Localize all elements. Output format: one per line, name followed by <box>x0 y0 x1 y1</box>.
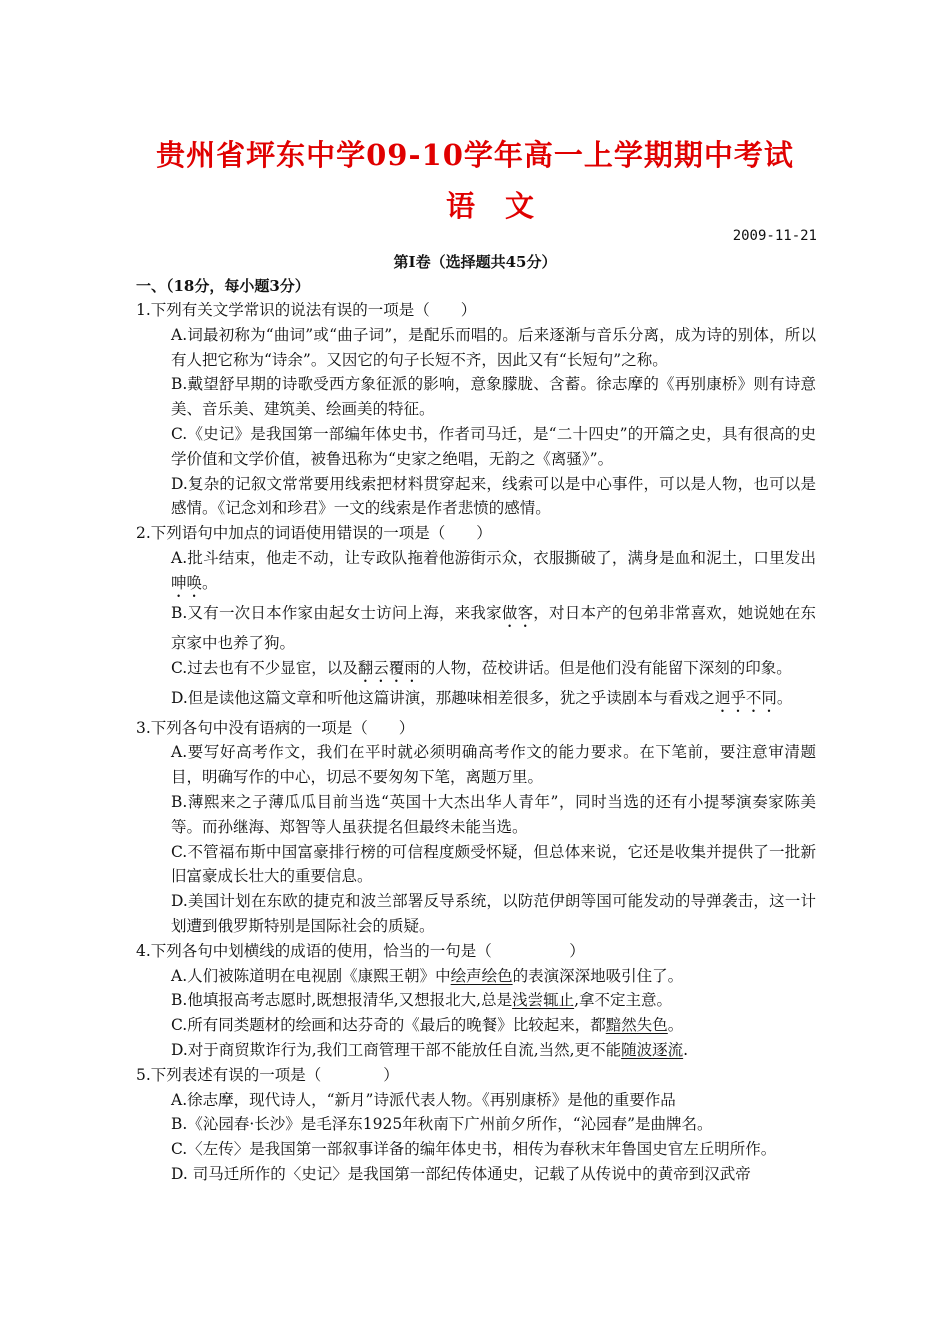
underlined-idiom: 绘声绘色 <box>450 966 513 985</box>
question-2-stem: 2.下列语句中加点的词语使用错误的一项是（ ） <box>136 524 492 543</box>
question-4-option-c <box>171 1013 816 1038</box>
question-1-option-a: A.词最初称为“曲词”或“曲子词”，是配乐而唱的。后来逐渐与音乐分离，成为诗的别体，所以有人把它称为“诗余”。又因它的句子长短不齐，因此又有“长短句”之称。 <box>171 325 816 369</box>
question-5-option-a: A.徐志摩，现代诗人，“新月”诗派代表人物。《再别康桥》是他的重要作品 <box>171 1090 676 1109</box>
question-3-option-a: A.要写好高考作文，我们在平时就必须明确高考作文的能力要求。在下笔前，要注意审清题目，明确写作的中心，切忌不要匆匆下笔，离题万里。 <box>171 743 816 787</box>
option-text: ，对日本产的包弟非常喜欢，她说她在东京家中也养了狗。 <box>171 603 816 652</box>
dotted-word: 翻云覆雨 <box>357 658 420 677</box>
underlined-idiom: 黯然失色 <box>605 1016 668 1035</box>
question-1-option-d: D.复杂的记叙文常常要用线索把材料贯穿起来，线索可以是中心事件，可以是人物，也可以是感情。《记念刘和珍君》一文的线索是作者悲愤的感情。 <box>171 474 816 518</box>
underlined-idiom: 浅尝辄止 <box>512 991 575 1010</box>
question-1-stem: 1.下列有关文学常识的说法有误的一项是（ ） <box>136 301 477 319</box>
option-text: C.过去也有不少显宦，以及 <box>171 658 358 677</box>
question-5-option-b: B.《沁园春·长沙》是毛泽东1925年秋南下广州前夕所作，“沁园春”是曲牌名。 <box>171 1115 713 1134</box>
option-text: 。 <box>202 573 218 592</box>
option-text: D.对于商贸欺诈行为,我们工商管理干部不能放任自流,当然,更不能 <box>171 1040 622 1059</box>
question-2-option-c <box>171 656 816 686</box>
question-4-option-d <box>171 1038 816 1063</box>
option-text: B.他填报高考志愿时,既想报清华,又想报北大,总是 <box>171 991 513 1010</box>
underlined-idiom: 随波逐流 <box>621 1040 684 1059</box>
question-4-stem: 4.下列各句中划横线的成语的使用，恰当的一句是（ ） <box>136 941 585 960</box>
option-text: 。 <box>667 1016 684 1035</box>
question-3-option-d: D.美国计划在东欧的捷克和波兰部署反导系统，以防范伊朗等国可能发动的导弹袭击，这一计划遭到俄罗斯特别是国际社会的质疑。 <box>171 892 816 935</box>
exam-subject: 语文 <box>445 189 564 223</box>
question-2-option-d <box>171 686 816 716</box>
question-3-option-b: B.薄熙来之子薄瓜瓜目前当选“英国十大杰出华人青年”，同时当选的还有小提琴演奏家陈美等。而孙继海、郑智等人虽获提名但最终未能当选。 <box>171 792 816 836</box>
dotted-word: 呻唤 <box>171 573 203 592</box>
question-1-option-b: B.戴望舒早期的诗歌受西方象征派的影响，意象朦胧、含蓄。徐志摩的《再别康桥》则有诗意美、音乐美、建筑美、绘画美的特征。 <box>171 375 816 419</box>
question-5-option-c: C.〈左传〉是我国第一部叙事详备的编年体史书，相传为春秋末年鲁国史官左丘明所作。 <box>171 1140 777 1159</box>
option-text: 的表演深深地吸引住了。 <box>512 966 684 985</box>
exam-title: 贵州省坪东中学09-10学年高一上学期期中考试 <box>156 138 794 172</box>
question-2-option-b <box>171 601 816 656</box>
option-text: 。 <box>776 688 793 707</box>
question-3-stem: 3.下列各句中没有语病的一项是（ ） <box>136 718 415 737</box>
question-5-stem: 5.下列表述有误的一项是（ ） <box>136 1065 399 1084</box>
option-text: B.又有一次日本作家由起女士访问上海，来我家 <box>171 603 502 622</box>
question-4-option-b <box>171 988 816 1013</box>
option-text: ,拿不定主意。 <box>574 991 673 1010</box>
question-5-option-d: D. 司马迁所作的〈史记〉是我国第一部纪传体通史，记载了从传说中的黄帝到汉武帝 <box>171 1164 751 1183</box>
option-text: A.批斗结束，他走不动，让专政队拖着他游街示众，衣服撕破了，满身是血和泥土，口里发出 <box>171 548 816 567</box>
option-text: 的人物，莅校讲话。但是他们没有能留下深刻的印象。 <box>419 658 792 677</box>
question-4-option-a <box>171 964 816 989</box>
option-text: C.所有同类题材的绘画和达芬奇的《最后的晚餐》比较起来，都 <box>171 1016 606 1035</box>
volume-heading: 第Ⅰ卷（选择题共45分） <box>393 253 557 271</box>
exam-date: 2009-11-21 <box>732 228 817 244</box>
question-1-option-c: C.《史记》是我国第一部编年体史书，作者司马迁，是“二十四史”的开篇之史，具有很高的史学价值和文学价值，被鲁迅称为“史家之绝唱，无韵之《离骚》”。 <box>171 424 816 468</box>
section-heading: 一、（18分，每小题3分） <box>136 277 310 295</box>
questions-body <box>136 298 816 1187</box>
option-text: A.人们被陈道明在电视剧《康熙王朝》中 <box>171 966 451 985</box>
question-2-option-a <box>171 546 816 601</box>
question-3-option-c: C.不管福布斯中国富豪排行榜的可信程度颇受怀疑，但总体来说，它还是收集并提供了一批新旧富豪成长壮大的重要信息。 <box>171 842 816 886</box>
dotted-word: 迥乎不同 <box>714 688 777 707</box>
dotted-word: 做客 <box>501 603 534 622</box>
option-text: . <box>683 1040 689 1059</box>
option-text: D.但是读他这篇文章和听他这篇讲演，那趣味相差很多，犹之乎读剧本与看戏之 <box>171 688 715 707</box>
